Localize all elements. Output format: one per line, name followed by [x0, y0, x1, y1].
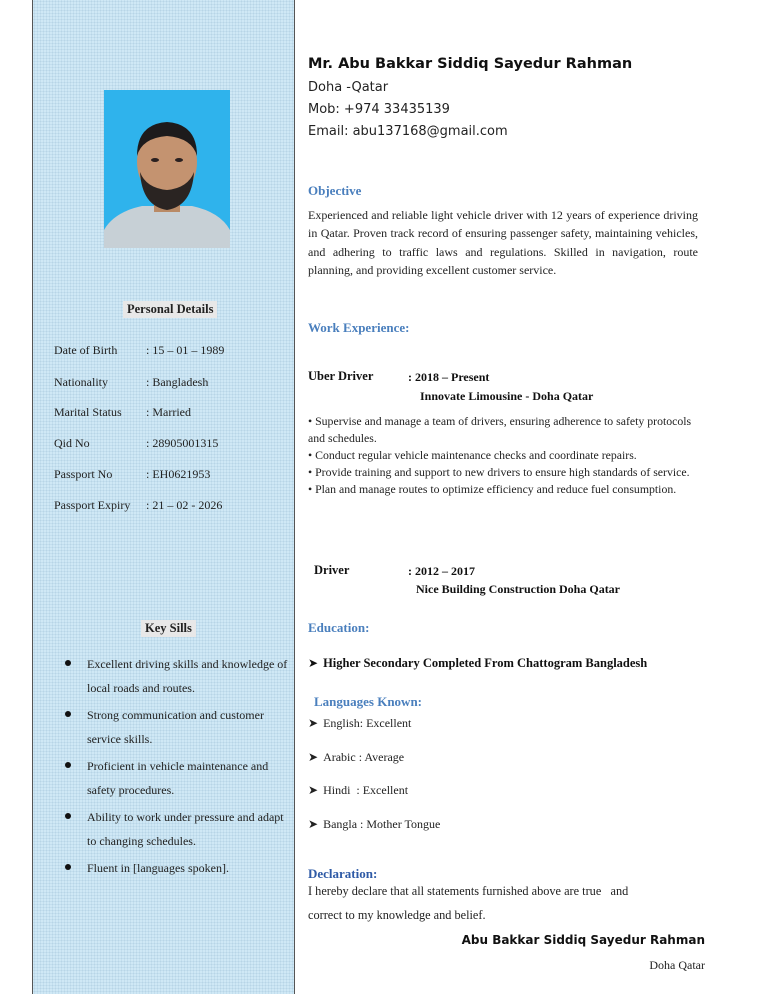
personal-row-nationality — [54, 375, 208, 390]
language-text: English: Excellent — [323, 716, 412, 730]
declaration-heading: Declaration: — [308, 866, 378, 881]
skills-list — [63, 652, 288, 883]
education-heading: Education: — [308, 620, 370, 635]
signature-name: Abu Bakkar Siddiq Sayedur Rahman — [461, 933, 705, 947]
personal-label: Marital Status — [54, 405, 122, 419]
objective-text: Experienced and reliable light vehicle driver with 12 years of experience driving in Qatar. Proven track record of ensuring passenger safety, maintaining vehicles, and adhering to traffic laws and regulations. Skilled in navigation, route planning, and providing excellent customer service. — [308, 208, 698, 277]
job-company: Innovate Limousine - Doha Qatar — [420, 389, 594, 403]
person-photo-icon — [104, 90, 230, 248]
location: Doha -Qatar — [308, 80, 389, 95]
language-item — [308, 817, 440, 832]
personal-row-passport-expiry — [54, 498, 222, 513]
language-item — [308, 750, 404, 765]
personal-row-passport-no — [54, 467, 210, 482]
email[interactable]: Email: abu137168@gmail.com — [308, 124, 508, 139]
personal-value: : 15 – 01 – 1989 — [146, 343, 225, 357]
personal-value: : 28905001315 — [146, 436, 219, 450]
duty-item: • Provide training and support to new drivers to ensure high standards of service. — [308, 464, 693, 481]
mobile: Mob: +974 33435139 — [308, 102, 450, 117]
personal-row-dob — [54, 343, 224, 358]
skill-item: Strong communication and customer service skills. — [63, 703, 288, 751]
candidate-name: Mr. Abu Bakkar Siddiq Sayedur Rahman — [308, 56, 633, 72]
skill-item: Proficient in vehicle maintenance and safety procedures. — [63, 754, 288, 802]
objective-heading: Objective — [308, 183, 362, 198]
duty-item: • Conduct regular vehicle maintenance checks and coordinate repairs. — [308, 447, 693, 464]
language-text: Arabic : Average — [323, 750, 405, 764]
personal-row-qid — [54, 436, 218, 451]
duty-item: • Supervise and manage a team of drivers, ensuring adherence to safety protocols and schedules. — [308, 413, 693, 447]
language-text: Bangla : Mother Tongue — [323, 817, 441, 831]
languages-heading: Languages Known: — [314, 694, 422, 709]
arrow-bullet-icon: ➤ — [308, 783, 319, 797]
personal-label: Passport Expiry — [54, 498, 131, 512]
arrow-bullet-icon: ➤ — [308, 817, 319, 831]
declaration-line: correct to my knowledge and belief. — [308, 908, 486, 922]
language-item — [308, 716, 411, 731]
personal-label: Passport No — [54, 467, 113, 481]
personal-row-marital-status — [54, 405, 191, 420]
sidebar — [32, 0, 295, 994]
key-skills-heading: Key Sills — [141, 620, 196, 637]
arrow-bullet-icon: ➤ — [308, 656, 319, 670]
signature-place: Doha Qatar — [649, 958, 705, 972]
work-experience-heading: Work Experience: — [308, 320, 410, 335]
language-item — [308, 783, 408, 798]
education-item — [308, 656, 647, 671]
personal-value: : 21 – 02 - 2026 — [146, 498, 223, 512]
job-title: Driver — [314, 563, 350, 577]
personal-label: Qid No — [54, 436, 90, 450]
personal-value: : Married — [146, 405, 191, 419]
arrow-bullet-icon: ➤ — [308, 750, 319, 764]
job-title: Uber Driver — [308, 369, 374, 383]
arrow-bullet-icon: ➤ — [308, 716, 319, 730]
duty-item: • Plan and manage routes to optimize efficiency and reduce fuel consumption. — [308, 481, 693, 498]
profile-photo — [104, 90, 230, 248]
job-duties — [308, 413, 693, 498]
declaration-line: I hereby declare that all statements furnished above are true and — [308, 884, 629, 898]
job-period: : 2012 – 2017 — [408, 564, 475, 578]
personal-label: Nationality — [54, 375, 108, 389]
job-period: : 2018 – Present — [408, 370, 490, 384]
skill-item: Fluent in [languages spoken]. — [63, 856, 288, 880]
personal-value: : EH0621953 — [146, 467, 211, 481]
personal-details-heading: Personal Details — [123, 301, 217, 318]
personal-value: : Bangladesh — [146, 375, 209, 389]
language-text: Hindi : Excellent — [323, 783, 409, 797]
job-company: Nice Building Construction Doha Qatar — [416, 582, 621, 596]
education-text: Higher Secondary Completed From Chattogram Bangladesh — [323, 656, 648, 670]
skill-item: Excellent driving skills and knowledge of local roads and routes. — [63, 652, 288, 700]
personal-label: Date of Birth — [54, 343, 118, 357]
skill-item: Ability to work under pressure and adapt to changing schedules. — [63, 805, 288, 853]
